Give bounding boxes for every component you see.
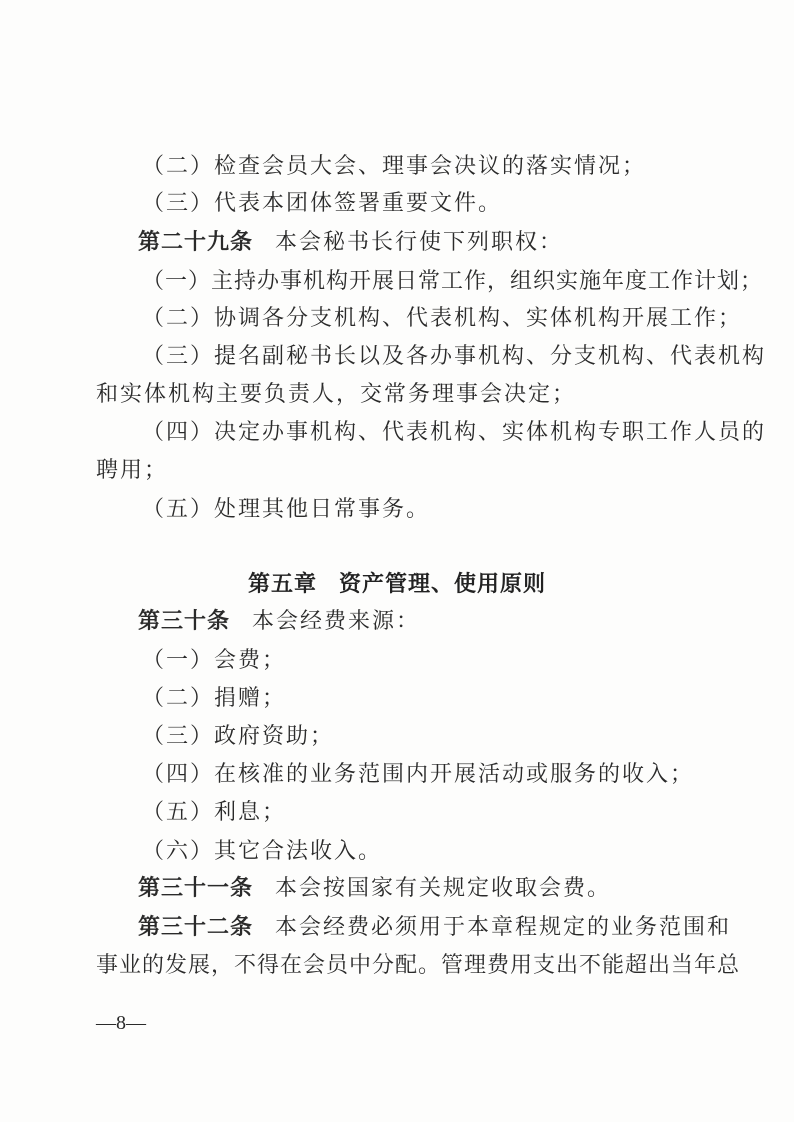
article-text: 本会经费必须用于本章程规定的业务范围和 [275, 915, 732, 940]
article-text: 本会按国家有关规定收取会费。 [275, 876, 612, 901]
item-line: （五）利息； [142, 800, 287, 825]
item-line: 和实体机构主要负责人，交常务理事会决定； [96, 382, 577, 407]
item-line: （三）政府资助； [142, 724, 335, 749]
article-29 [138, 229, 563, 257]
item-line: （二）检查会员大会、理事会决议的落实情况； [142, 154, 647, 179]
article-label: 第二十九条 [138, 230, 254, 255]
article-continuation: 事业的发展，不得在会员中分配。管理费用支出不能超出当年总 [96, 953, 741, 978]
item-line: 聘用； [96, 458, 169, 483]
item-line: （二）捐赠； [142, 686, 287, 711]
item-line: （一）会费； [142, 648, 287, 673]
article-text: 本会经费来源： [252, 609, 421, 634]
item-line: （三）代表本团体签署重要文件。 [142, 191, 503, 216]
article-label: 第三十一条 [138, 876, 254, 901]
item-line: （四）在核准的业务范围内开展活动或服务的收入； [142, 762, 695, 787]
item-line: （二）协调各分支机构、代表机构、实体机构开展工作； [142, 306, 743, 331]
article-label: 第三十二条 [138, 915, 254, 940]
item-line: （五）处理其他日常事务。 [142, 497, 431, 522]
page-number: —8— [96, 1012, 146, 1034]
item-line: （四）决定办事机构、代表机构、实体机构专职工作人员的 [142, 420, 767, 445]
article-label: 第三十条 [138, 609, 231, 634]
chapter-heading [248, 571, 546, 599]
chapter-number: 第五章 [248, 572, 318, 597]
article-text: 本会秘书长行使下列职权： [275, 230, 564, 255]
item-line: （六）其它合法收入。 [142, 839, 383, 864]
article-31 [138, 875, 611, 903]
item-line: （一）主持办事机构开展日常工作，组织实施年度工作计划； [142, 269, 764, 294]
chapter-title: 资产管理、使用原则 [339, 572, 547, 597]
article-30 [138, 608, 420, 636]
item-line: （三）提名副秘书长以及各办事机构、分支机构、代表机构 [142, 344, 767, 369]
article-32 [138, 914, 731, 942]
